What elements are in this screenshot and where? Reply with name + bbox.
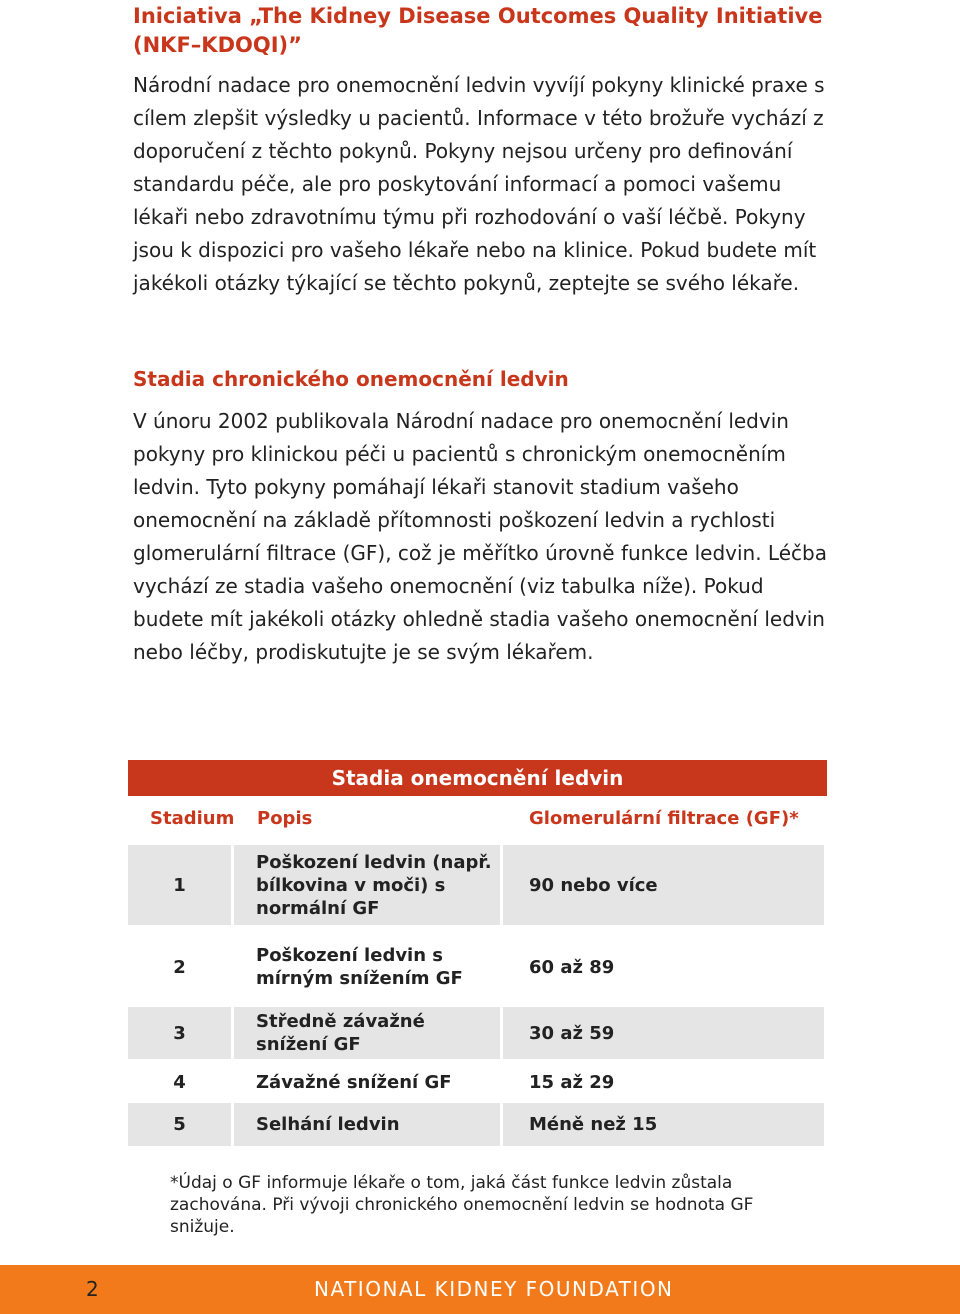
stage-cell: 1 xyxy=(173,874,186,896)
table-row xyxy=(128,1062,824,1103)
gfr-cell: 15 až 29 xyxy=(529,1072,615,1093)
column-header-stage: Stadium xyxy=(150,808,235,829)
table-row xyxy=(128,927,824,1007)
stage-cell: 2 xyxy=(173,956,186,978)
section-heading-ckd-stages: Stadia chronického onemocnění ledvin xyxy=(133,367,569,391)
description-cell: Poškození ledvin (např. bílkovina v moči) s normální GF xyxy=(256,851,492,919)
stage-cell: 4 xyxy=(173,1072,186,1093)
ckd-stages-paragraph: V únoru 2002 publikovala Národní nadace pro onemocnění ledvin pokyny pro klinickou péči u pacientů s chronickým onemocněním ledvin. Tyto pokyny pomáhají lékaři stanovit stadium vašeho onemocnění na základě přítomnosti poškození ledvin a rychlosti glomerulární filtrace (GF), což je měřítko úrovně funkce ledvin. Léčba vychází ze stadia vašeho onemocnění (viz tabulka níže). Pokud budete mít jakékoli otázky ohledně stadia vašeho onemocnění ledvin nebo léčby, prodiskutujte je se svým lékařem. xyxy=(133,409,827,664)
ckd-stages-table xyxy=(128,760,827,1135)
column-header-gfr: Glomerulární filtrace (GF)* xyxy=(529,808,799,829)
description-cell: Selhání ledvin xyxy=(256,1114,400,1135)
description-cell: Středně závažné snížení GF xyxy=(256,1011,425,1055)
gfr-footnote: *Údaj o GF informuje lékaře o tom, jaká část funkce ledvin zůstala zachována. Při vývoji chronického onemocnění ledvin se hodnota GF snižuje. xyxy=(170,1173,754,1237)
stage-cell: 3 xyxy=(173,1022,186,1044)
stage-cell: 5 xyxy=(173,1114,186,1135)
kdoqi-paragraph: Národní nadace pro onemocnění ledvin vyvíjí pokyny klinické praxe s cílem zlepšit výsledky u pacientů. Informace v této brožuře vychází z doporučení z těchto pokynů. Pokyny nejsou určeny pro definování standardu péče, ale pro poskytování informací a pomoci vašemu lékaři nebo zdravotnímu týmu při rozhodování o vaší léčbě. Pokyny jsou k dispozici pro vašeho lékaře nebo na klinice. Pokud budete mít jakékoli otázky týkající se těchto pokynů, zeptejte se svého lékaře. xyxy=(133,73,825,295)
page-footer xyxy=(0,1265,960,1314)
section-heading-kdoqi: Iniciativa „The Kidney Disease Outcomes Quality Initiative (NKF–KDOQI)” xyxy=(133,4,823,57)
description-cell: Závažné snížení GF xyxy=(256,1072,452,1093)
gfr-cell: 30 až 59 xyxy=(529,1022,615,1044)
gfr-cell: 90 nebo více xyxy=(529,874,658,896)
column-header-description: Popis xyxy=(257,808,313,829)
gfr-cell: Méně než 15 xyxy=(529,1114,658,1135)
table-row xyxy=(128,1007,824,1059)
table-row xyxy=(128,845,824,925)
description-cell: Poškození ledvin s mírným snížením GF xyxy=(256,945,463,989)
organization-name: NATIONAL KIDNEY FOUNDATION xyxy=(314,1277,674,1301)
table-title: Stadia onemocnění ledvin xyxy=(128,760,827,796)
gfr-cell: 60 až 89 xyxy=(529,956,615,978)
table-row xyxy=(128,1103,824,1146)
page-number: 2 xyxy=(86,1277,99,1301)
